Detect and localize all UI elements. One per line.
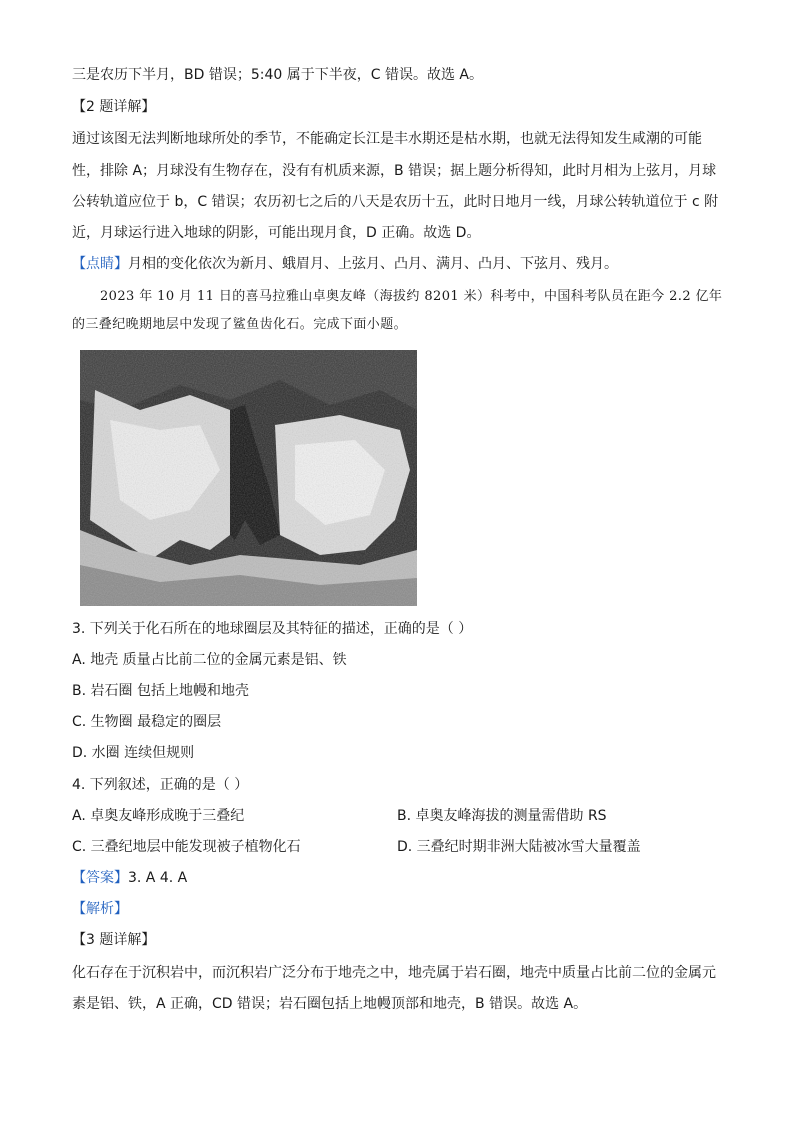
- q3-stem: 3. 下列关于化石所在的地球圈层及其特征的描述，正确的是（ ）: [72, 621, 473, 637]
- q2-header: 【2 题详解】: [72, 99, 156, 115]
- answer-line: [72, 869, 187, 887]
- tip-label: 【点睛】: [72, 256, 128, 272]
- tip-line: [72, 255, 618, 273]
- q3-option-a: A. 地壳 质量占比前二位的金属元素是铝、铁: [72, 652, 347, 668]
- intro-line-1: 2023 年 10 月 11 日的喜马拉雅山卓奥友峰（海拔约 8201 米）科考中，中国科考队员在距今 2.2 亿年: [100, 289, 723, 304]
- q3-option-b: B. 岩石圈 包括上地幔和地壳: [72, 683, 249, 699]
- q3-text-line-2: 素是铝、铁，A 正确，CD 错误；岩石圈包括上地幔顶部和地壳，B 错误。故选 A。: [72, 996, 588, 1012]
- q3-option-d: D. 水圈 连续但规则: [72, 745, 195, 761]
- q3-option-c: C. 生物圈 最稳定的圈层: [72, 714, 222, 730]
- tip-text: 月相的变化依次为新月、蛾眉月、上弦月、凸月、满月、凸月、下弦月、残月。: [128, 256, 618, 272]
- q4-option-d: D. 三叠纪时期非洲大陆被冰雪大量覆盖: [397, 839, 641, 855]
- fossil-photo: [80, 350, 417, 606]
- answer-label: 【答案】: [72, 870, 128, 886]
- q2-text-line-2: 性，排除 A；月球没有生物存在，没有有机质来源，B 错误；据上题分析得知，此时月相为上弦月，月球: [72, 163, 717, 179]
- answer-text: 3. A 4. A: [128, 870, 188, 886]
- q3-header: 【3 题详解】: [72, 932, 156, 948]
- q4-option-b: B. 卓奥友峰海拔的测量需借助 RS: [397, 808, 607, 824]
- intro-line-2: 的三叠纪晚期地层中发现了鲨鱼齿化石。完成下面小题。: [72, 317, 408, 332]
- q4-option-a: A. 卓奥友峰形成晚于三叠纪: [72, 808, 245, 824]
- analysis-label: 【解析】: [72, 901, 128, 917]
- q2-text-line-3: 公转轨道应位于 b，C 错误；农历初七之后的八天是农历十五，此时日地月一线，月球公转轨道位于 c 附: [72, 194, 719, 210]
- q2-text-line-1: 通过该图无法判断地球所处的季节，不能确定长江是丰水期还是枯水期，也就无法得知发生咸潮的可能: [72, 131, 702, 147]
- q2-text-line-4: 近，月球运行进入地球的阴影，可能出现月食，D 正确。故选 D。: [72, 225, 481, 241]
- q4-option-c: C. 三叠纪地层中能发现被子植物化石: [72, 839, 301, 855]
- q4-stem: 4. 下列叙述，正确的是（ ）: [72, 777, 249, 793]
- q3-text-line-1: 化石存在于沉积岩中，而沉积岩广泛分布于地壳之中，地壳属于岩石圈，地壳中质量占比前二位的金属元: [72, 965, 716, 981]
- top-line: 三是农历下半月，BD 错误；5:40 属于下半夜，C 错误。故选 A。: [72, 67, 483, 83]
